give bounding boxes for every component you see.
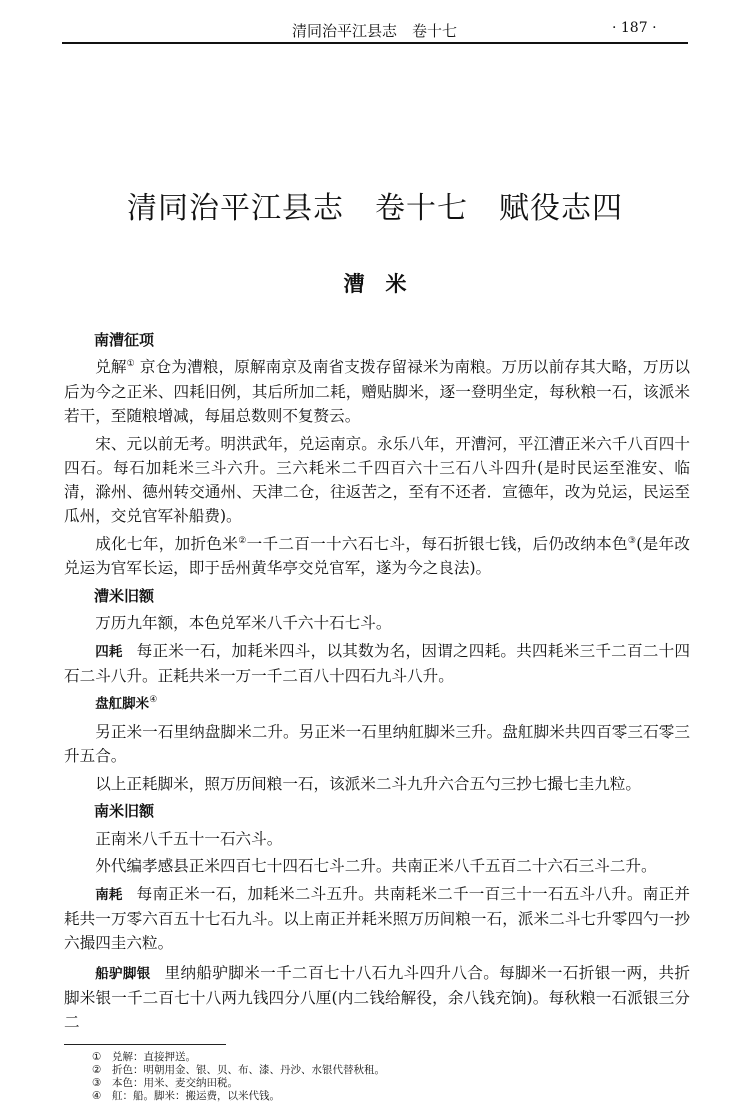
paragraph-text: 成化七年，加折色米 [95,534,239,553]
paragraph: 以上正耗脚米，照万历间粮一石，该派米二斗九升六合五勺三抄七撮七圭九粒。 [95,774,641,793]
paragraph: 外代编孝感县正米四百七十四石七斗二升。共南正米八千五百二十六石三斗二升。 [95,857,657,876]
subheading: 南漕征项 [94,331,155,349]
footnote-text: 折色：明朝用金、银、贝、布、漆、丹沙、水银代替秋租。 [112,1064,385,1077]
footnote [92,1051,690,1064]
term: 盘舡脚米 [95,696,150,713]
footnote-text: 本色：用米、麦交纳田税。 [112,1077,238,1090]
subheading: 南米旧额 [94,802,155,821]
paragraph [64,691,690,716]
footnote-text: 兑解：直接押送。 [112,1051,196,1064]
footnote-ref: ② [238,535,247,546]
running-header [0,18,750,42]
paragraph-text: 一千二百一十六石七斗，每石折银七钱，后仍改纳本色 [246,534,628,553]
footnote-number: ④ [92,1090,102,1103]
paragraph: 另正米一石里纳盘脚米二升。另正米一石里纳舡脚米三升。盘舡脚米共四百零三石零三升五合。 [64,722,690,766]
footnote [92,1090,690,1103]
footnote-rule [64,1044,226,1045]
paragraph [64,882,690,956]
term: 船驴脚银 [95,965,151,982]
chapter-title: 清同治平江县志 卷十七 赋役志四 [127,191,623,226]
paragraph-text: 京仓为漕粮，原解南京及南省支拨存留禄米为南粮。万历以前存其大略，万历以后为今之正米、四耗旧例，其后所加二耗，赠贴脚米，逐一登明坐定，每秋粮一石，该派米若干，至随粮增减，每届总数则不复赘云。 [64,358,690,426]
paragraph [64,639,690,689]
footnote-number: ① [92,1051,102,1064]
footnotes [92,1051,690,1113]
header-rule [62,42,688,44]
footnote-text: 舡：船。脚米：搬运费，以米代钱。 [112,1090,280,1103]
paragraph-text: (是年改兑运为官军长运，即于岳州黄华亭交兑官军，遂为今之良法)。 [64,534,690,578]
term: 南耗 [95,886,123,903]
footnote-number: ② [92,1064,102,1077]
footnote [92,1077,690,1090]
footnote-ref: ① [126,359,135,370]
paragraph-text: 每正米一石，加耗米四斗，以其数为名，因谓之四耗。共四耗米三千二百二十四石二斗八升。正耗共米一万一千二百八十四石九斗八升。 [64,641,690,685]
section-title: 漕 米 [343,271,407,296]
footnote-ref: ④ [149,695,158,706]
footnote-number: ③ [92,1077,102,1090]
paragraph [64,532,690,581]
footnote [92,1064,690,1077]
paragraph: 宋、元以前无考。明洪武年，兑运南京。永乐八年，开漕河，平江漕正米六千八百四十四石。每石加耗米三斗六升。三六耗米二千四百六十三石八斗四升(是时民运至淮安、临清，滁州、德州转交通州、天津二仓，往返苦之，至有不还者．宣德年，改为兑运，民运至瓜州，交兑官军补船费)。 [64,434,690,526]
paragraph-text: 每南正米一石，加耗米二斗五升。共南耗米二千一百三十一石五斗八升。南正并耗共一万零六百五十七石九斗。以上南正并耗米照万历间粮一石，派米二斗七升零四勺一抄六撮四圭六粒。 [64,884,690,953]
text-column [64,328,690,1113]
paragraph-text: 里纳船驴脚米一千二百七十八石九斗四升八合。每脚米一石折银一两，共折脚米银一千二百七十八两九钱四分八厘(内二钱给解役，余八钱充饷)。每秋粮一石派银三分二 [64,963,690,1032]
paragraph [64,961,690,1035]
subheading: 漕米旧额 [94,586,155,605]
body-text [64,328,690,1034]
running-title: 清同治平江县志 卷十七 [292,22,458,40]
paragraph [64,355,690,428]
term: 四耗 [95,643,123,660]
footnote-ref: ③ [627,535,637,546]
page-number: · 187 · [612,20,657,36]
paragraph: 万历九年额，本色兑军米八千六十石七斗。 [95,614,392,633]
term: 兑解 [95,358,127,377]
paragraph: 正南米八千五十一石六斗。 [95,829,283,848]
